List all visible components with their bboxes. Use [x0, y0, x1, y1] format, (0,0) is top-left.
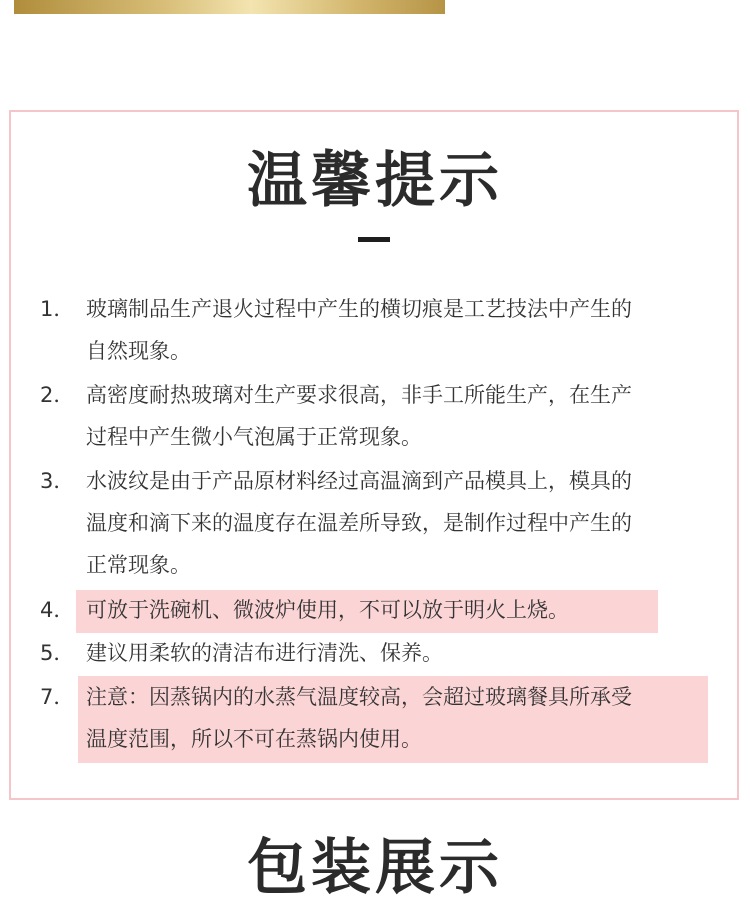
packaging-title: 包装展示	[247, 833, 503, 897]
tip-text	[86, 460, 706, 586]
tip-line: 自然现象。	[86, 339, 191, 363]
tip-text	[86, 632, 706, 674]
tip-number: 7．	[40, 685, 75, 709]
tip-number: 2．	[40, 383, 75, 407]
tip-line: 可放于洗碗机、微波炉使用，不可以放于明火上烧。	[86, 598, 569, 622]
tip-line: 玻璃制品生产退火过程中产生的横切痕是工艺技法中产生的	[86, 297, 632, 321]
tip-line: 注意：因蒸锅内的水蒸气温度较高，会超过玻璃餐具所承受	[86, 685, 632, 709]
tip-line: 水波纹是由于产品原材料经过高温滴到产品模具上，模具的	[86, 469, 632, 493]
tip-line: 高密度耐热玻璃对生产要求很高，非手工所能生产，在生产	[86, 383, 632, 407]
tip-number: 4．	[40, 598, 75, 622]
tip-number: 5．	[40, 641, 75, 665]
tip-number: 1．	[40, 297, 75, 321]
tip-text	[86, 589, 706, 631]
tip-text	[86, 374, 706, 458]
tip-line: 正常现象。	[86, 553, 191, 577]
tip-text	[86, 288, 706, 372]
title-dash-divider	[358, 237, 390, 242]
tip-number: 3．	[40, 469, 75, 493]
tip-line: 温度和滴下来的温度存在温差所导致，是制作过程中产生的	[86, 511, 632, 535]
tip-line: 过程中产生微小气泡属于正常现象。	[86, 425, 422, 449]
tip-line: 温度范围，所以不可在蒸锅内使用。	[86, 727, 422, 751]
gold-product-image-strip	[14, 0, 445, 14]
tip-line: 建议用柔软的清洁布进行清洗、保养。	[86, 641, 443, 665]
tips-title: 温馨提示	[247, 146, 503, 216]
tip-text	[86, 676, 706, 760]
